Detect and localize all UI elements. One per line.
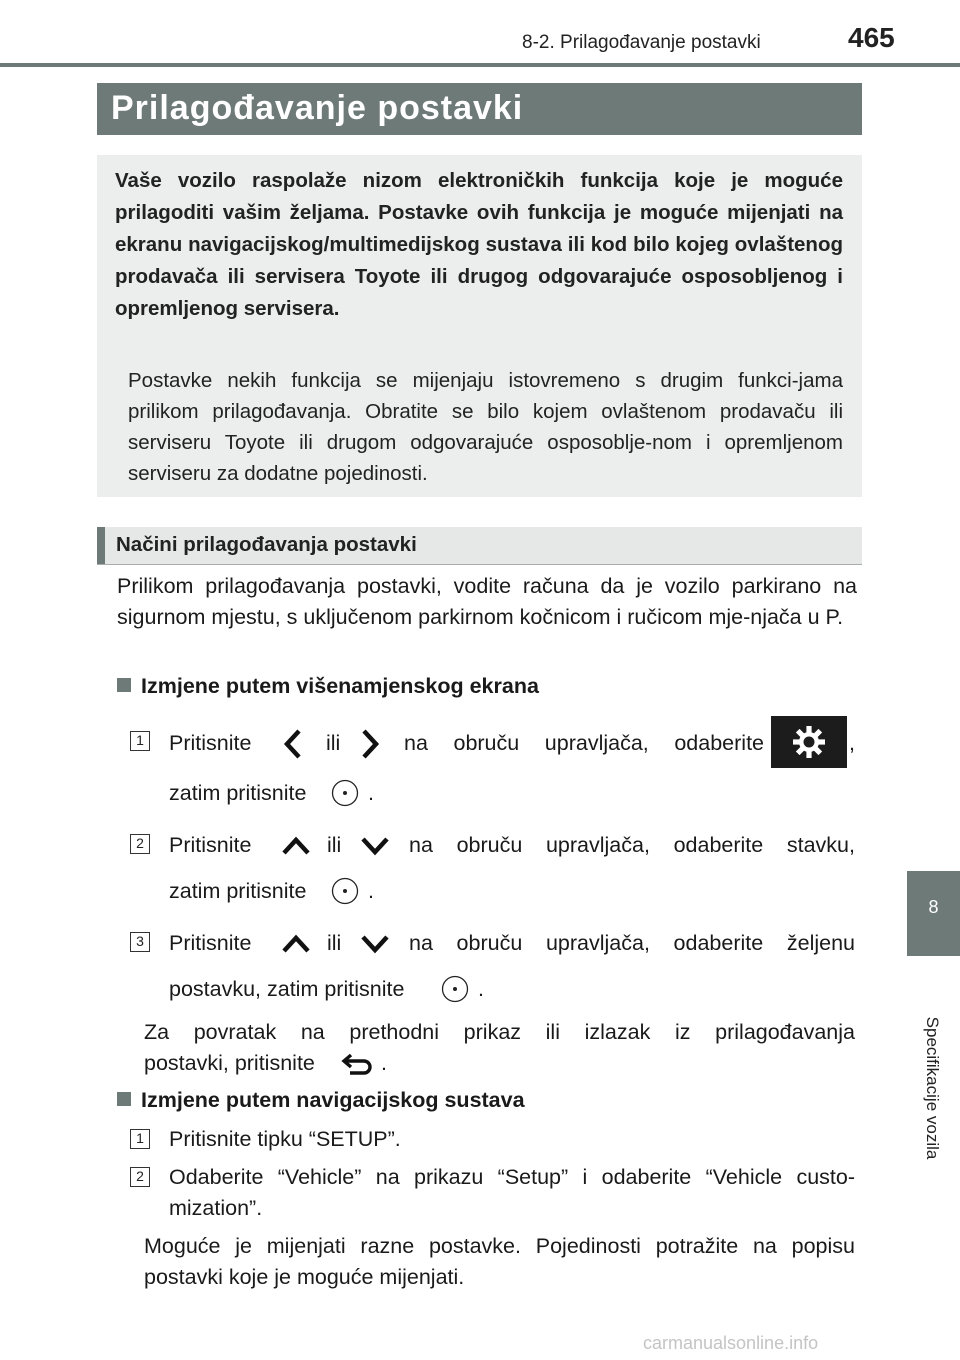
gear-icon <box>771 716 847 768</box>
step2-period: . <box>368 879 374 903</box>
chevron-down-icon <box>360 934 390 954</box>
step2-text-c: na obruču upravljača, odaberite stavku, <box>409 833 855 857</box>
page-title: Prilagođavanje postavki <box>111 89 524 127</box>
watermark: carmanualsonline.info <box>643 1333 819 1353</box>
step1-text-c: na obruču upravljača, odaberite <box>404 731 764 755</box>
return-icon <box>340 1053 374 1075</box>
step1-text-or: ili <box>326 731 341 755</box>
subheading-marker <box>97 527 105 564</box>
chapter-tab-number: 8 <box>928 897 939 917</box>
step-number-1: 1 <box>130 731 150 751</box>
step1-period: . <box>368 781 374 805</box>
chevron-up-icon <box>281 836 311 856</box>
chevron-down-icon <box>360 836 390 856</box>
intro-note-text: Postavke nekih funkcija se mijenjaju istovremeno s drugim funkci-jama prilikom prilagođavanja. Obratite se bilo kojem ovlaštenom prodavaču ili serviseru Toyote ili drugom odgovarajuće osposoblje-nom i opremljenom serviseru za dodatne pojedinosti. <box>128 369 843 485</box>
bullet-square-icon <box>117 1092 131 1106</box>
header-rule <box>0 63 960 67</box>
step3-text-e: postavku, zatim pritisnite <box>169 977 405 1001</box>
step2-text-or: ili <box>327 833 342 857</box>
step-number-2: 2 <box>130 834 150 854</box>
intro-bold-text: Vaše vozilo raspolaže nizom elektroničkih funkcija koje je moguće prilagoditi vašim željama. Postavke ovih funkcija je moguće mijenjati na ekranu navigacijskog/multimedijskog sustava ili kod bilo kojeg ovlaštenog prodavača ili servisera Toyote ili drugog odgovarajuće osposobljenog i opremljenog servisera. <box>115 169 843 320</box>
ok-button-icon <box>441 975 469 1003</box>
chapter-side-label-text: Specifikacije vozila <box>923 1016 942 1160</box>
step3-text-c: na obruču upravljača, odaberite željenu <box>409 931 855 955</box>
return-text-b: postavki, pritisnite <box>144 1051 315 1075</box>
intro-box <box>97 155 862 497</box>
step2-text-a: Pritisnite <box>169 833 252 857</box>
step2-text-e: zatim pritisnite <box>169 879 307 903</box>
subheading: Načini prilagođavanja postavki <box>116 533 417 556</box>
settings-gear-button <box>771 716 847 768</box>
nav-step2-text-b: mization”. <box>169 1196 263 1220</box>
page-number: 465 <box>848 22 895 53</box>
nav-step1-text: Pritisnite tipku “SETUP”. <box>169 1127 401 1151</box>
section-heading-multi-text: Izmjene putem višenamjenskog ekrana <box>141 674 539 698</box>
step1-text-a: Pritisnite <box>169 731 252 755</box>
chevron-up-icon <box>281 934 311 954</box>
chevron-right-icon <box>360 728 380 760</box>
step3-period: . <box>478 977 484 1001</box>
return-text-a: Za povratak na prethodni prikaz ili izlazak iz prilagođavanja <box>144 1020 855 1044</box>
section-heading-nav-text: Izmjene putem navigacijskog sustava <box>141 1088 525 1112</box>
step3-text-a: Pritisnite <box>169 931 252 955</box>
chevron-left-icon <box>283 728 303 760</box>
ok-button-icon <box>331 779 359 807</box>
nav-step-number-1: 1 <box>130 1129 150 1149</box>
nav-note-text: Moguće je mijenjati razne postavke. Pojedinosti potražite na popisu postavki koje je moguće mijenjati. <box>144 1234 855 1289</box>
nav-step2-text-a: Odaberite “Vehicle” na prikazu “Setup” i odaberite “Vehicle custo- <box>169 1165 855 1189</box>
chapter-tab <box>907 871 960 956</box>
page-title-bar <box>97 83 862 135</box>
ok-button-icon <box>331 877 359 905</box>
section-heading-multi <box>117 674 539 699</box>
nav-step-number-2: 2 <box>130 1167 150 1187</box>
step1-comma: , <box>849 731 855 755</box>
return-period: . <box>381 1051 387 1075</box>
step-number-3: 3 <box>130 932 150 952</box>
section-heading-nav <box>117 1088 525 1113</box>
bullet-square-icon <box>117 678 131 692</box>
running-header-section: 8-2. Prilagođavanje postavki <box>522 32 761 53</box>
parking-paragraph: Prilikom prilagođavanja postavki, vodite računa da je vozilo parkirano na sigurnom mjestu, s uključenom parkirnom kočnicom i ručicom mje-njača u P. <box>117 574 857 629</box>
step3-text-or: ili <box>327 931 342 955</box>
step1-text-e: zatim pritisnite <box>169 781 307 805</box>
subheading-bar <box>97 527 862 565</box>
